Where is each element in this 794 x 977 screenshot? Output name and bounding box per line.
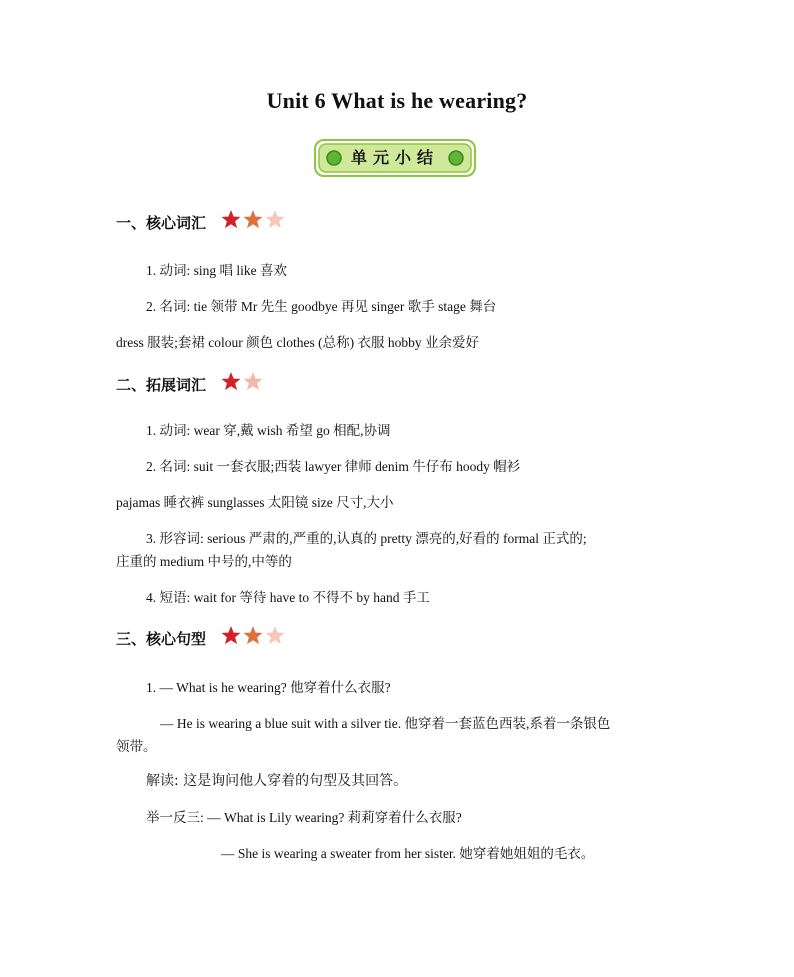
sentence-line: — He is wearing a blue suit with a silver tie. 他穿着一套蓝色西装,系着一条银色 bbox=[160, 716, 611, 731]
vocab-line: 1. 动词: sing 唱 like 喜欢 bbox=[146, 263, 287, 278]
section-heading-extended-vocab: 二、拓展词汇 bbox=[116, 376, 207, 394]
vocab-line: 2. 名词: tie 领带 Mr 先生 goodbye 再见 singer 歌手 stage 舞台 bbox=[146, 299, 497, 314]
rating-stars-icon bbox=[221, 209, 287, 231]
page-title: Unit 6 What is he wearing? bbox=[266, 88, 528, 113]
vocab-line: dress 服装;套裙 colour 颜色 clothes (总称) 衣服 hobby 业余爱好 bbox=[116, 335, 479, 350]
sentence-line: 领带。 bbox=[116, 739, 157, 754]
rating-stars-icon bbox=[221, 625, 287, 647]
sentence-line: — She is wearing a sweater from her sister. 她穿着她姐姐的毛衣。 bbox=[221, 846, 595, 861]
vocab-line: 1. 动词: wear 穿,戴 wish 希望 go 相配,协调 bbox=[146, 423, 391, 438]
vocab-line: 庄重的 medium 中号的,中等的 bbox=[116, 554, 292, 569]
badge-label: 单元小结 bbox=[350, 148, 439, 167]
vocab-line: 4. 短语: wait for 等待 have to 不得不 by hand 手工 bbox=[146, 590, 430, 605]
section-heading-core-vocab: 一、核心词汇 bbox=[116, 214, 207, 232]
sentence-explanation: 解读: 这是询问他人穿着的句型及其回答。 bbox=[146, 773, 408, 789]
vocab-line: pajamas 睡衣裤 sunglasses 太阳镜 size 尺寸,大小 bbox=[116, 495, 394, 510]
vocab-line: 2. 名词: suit 一套衣服;西装 lawyer 律师 denim 牛仔布 hoody 帽衫 bbox=[146, 459, 521, 474]
sentence-line: 1. — What is he wearing? 他穿着什么衣服? bbox=[146, 680, 391, 695]
unit-summary-badge bbox=[314, 139, 476, 177]
sentence-line: 举一反三: — What is Lily wearing? 莉莉穿着什么衣服? bbox=[146, 810, 462, 825]
section-heading-core-sentences: 三、核心句型 bbox=[116, 630, 207, 648]
vocab-line: 3. 形容词: serious 严肃的,严重的,认真的 pretty 漂亮的,好看的 formal 正式的; bbox=[146, 531, 587, 546]
rating-stars-icon bbox=[221, 371, 265, 393]
